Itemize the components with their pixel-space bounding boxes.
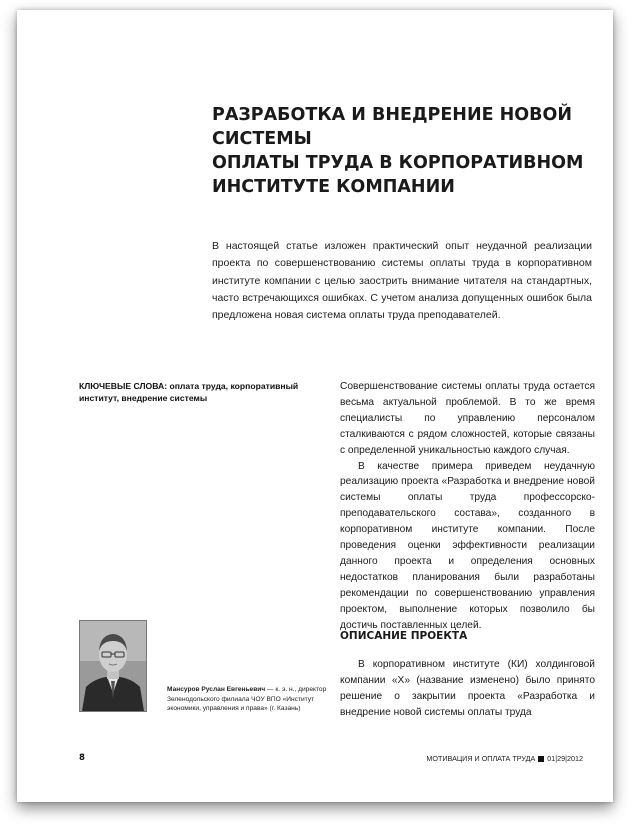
page-number: 8 [79, 753, 85, 763]
keywords-label: КЛЮЧЕВЫЕ СЛОВА: [79, 381, 168, 391]
body-paragraph: Совершенствование системы оплаты труда остается весьма актуальной проблемой. В то же время специалисты по управлению персоналом сталкиваются с рядом сложностей, которые связаны с определенной уникальностью каждого случая. [340, 381, 595, 456]
keywords-text: оплата труда, корпоративный институт, внедрение системы [79, 381, 299, 403]
title-line: ИНСТИТУТЕ КОМПАНИИ [212, 177, 455, 197]
body-column-continued [340, 657, 595, 721]
body-paragraph: В качестве примера приведем неудачную реализацию проекта «Разработка и внедрение новой системы оплаты труда профессорско-преподавательского состава», созданного в корпоративном институте компании. После проведения оценки эффективности реализации данного проекта и определения основных недостатков планирования были разработаны рекомендации по совершенствованию управления проектом, выполнение которых позволило бы достичь поставленных целей. [340, 460, 595, 631]
body-paragraph: В корпоративном институте (КИ) холдинговой компании «Х» (название изменено) было принято решение о закрытии проекта «Разработка и внедрение новой системы оплаты труда [340, 659, 595, 718]
square-separator-icon [538, 756, 544, 762]
author-details: — к. э. н., директор Зеленодольского филиала ЧОУ ВПО «Институт экономики, управления и права» (г. Казань) [167, 686, 327, 713]
title-line: РАЗРАБОТКА И ВНЕДРЕНИЕ НОВОЙ СИСТЕМЫ [212, 105, 573, 149]
title-line: ОПЛАТЫ ТРУДА В КОРПОРАТИВНОМ [212, 153, 584, 173]
author-photo [79, 620, 147, 712]
article-abstract [212, 238, 592, 324]
author-portrait-image [80, 621, 146, 711]
section-heading: ОПИСАНИЕ ПРОЕКТА [340, 630, 468, 642]
author-name: Мансуров Руслан Евгеньевич [167, 686, 266, 693]
journal-name: МОТИВАЦИЯ И ОПЛАТА ТРУДА [426, 754, 536, 763]
article-title [212, 103, 592, 199]
abstract-text: В настоящей статье изложен практический опыт неудачной реализации проекта по совершенствованию системы оплаты труда в корпоративном институте компании с целью заострить внимание читателя на стандартных, часто встречающихся ошибках. С учетом анализа допущенных ошибок была предложена новая система оплаты труда преподавателей. [212, 240, 592, 322]
author-info [167, 685, 332, 714]
footer-journal-info [426, 754, 583, 763]
journal-page [17, 10, 613, 802]
body-column [340, 379, 595, 634]
keywords-block [79, 380, 329, 404]
issue-number: 01|29|2012 [547, 754, 583, 763]
